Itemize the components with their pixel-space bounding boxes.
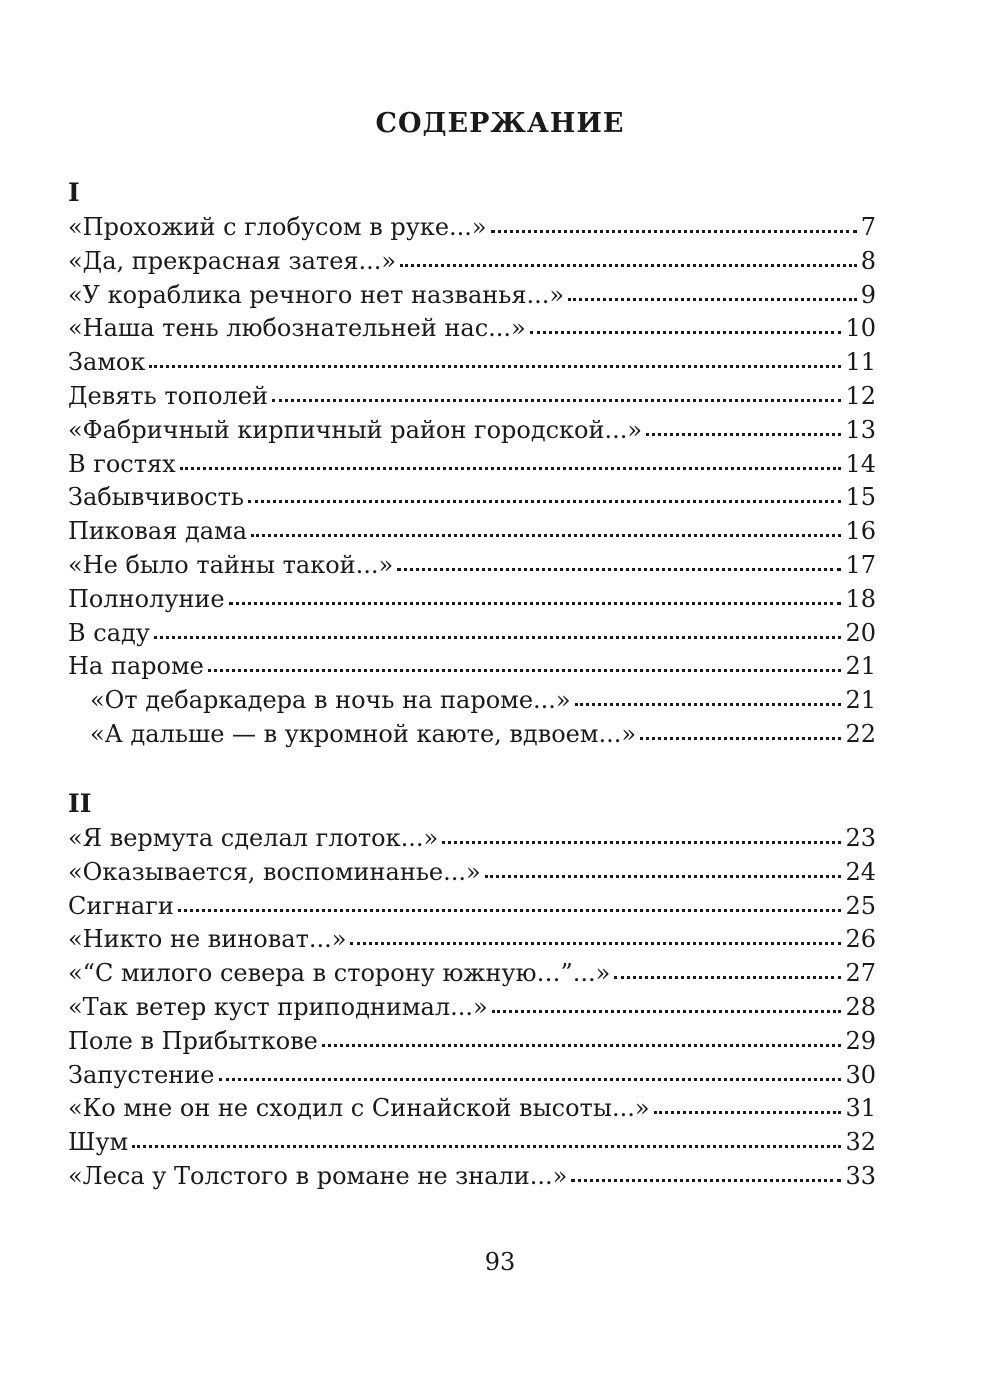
toc-entry-title: «У кораблика речного нет названья...» (68, 280, 565, 309)
toc-entry-page: 29 (845, 1026, 876, 1055)
dot-leader (640, 736, 841, 740)
dot-leader (154, 635, 842, 639)
toc-entry-title: «От дебаркадера в ночь на пароме...» (90, 686, 571, 715)
toc-entry-page: 27 (845, 959, 876, 988)
toc-entry (68, 1126, 876, 1160)
toc-entry-page: 31 (845, 1094, 876, 1123)
dot-leader (491, 229, 857, 233)
toc-entry-title: Замок (68, 348, 146, 377)
page-title: СОДЕРЖАНИЕ (375, 108, 625, 139)
toc-entry (68, 1059, 876, 1093)
toc-entry-page: 11 (845, 348, 876, 377)
toc-entry (68, 414, 876, 448)
toc-entry (68, 650, 876, 684)
dot-leader (180, 466, 842, 470)
toc-entry-page: 25 (845, 891, 876, 920)
toc-entry-title: «Не было тайны такой...» (68, 550, 394, 579)
dot-leader (178, 908, 842, 912)
dot-leader (485, 874, 842, 878)
toc-entry-title: «Никто не виноват...» (68, 925, 347, 954)
toc-entry-title: Поле в Прибыткове (68, 1026, 318, 1055)
toc-entry-title: «Прохожий с глобусом в руке...» (68, 213, 487, 241)
toc-entry-page: 20 (845, 618, 876, 647)
toc-entry-page: 30 (845, 1060, 876, 1089)
toc-entry (68, 856, 876, 890)
toc-entry-page: 28 (845, 992, 876, 1021)
toc-entry-title: «Фабричный кирпичный район городской...» (68, 415, 643, 444)
toc-entry-page: 33 (845, 1161, 876, 1190)
toc-entry (68, 822, 876, 856)
toc-entry-page: 7 (860, 213, 876, 241)
toc-entry-title: «Леса у Толстого в романе не знали...» (68, 1161, 568, 1190)
toc-entries (68, 211, 876, 752)
toc-entry (68, 312, 876, 346)
toc-entry-page: 8 (860, 246, 876, 275)
toc-entry-page: 15 (845, 483, 876, 512)
toc-entry-page: 32 (845, 1128, 876, 1157)
toc-entry-page: 9 (860, 280, 876, 309)
section-heading: II (68, 789, 92, 818)
toc-entry (68, 245, 876, 279)
toc-entry-title: Сигнаги (68, 891, 174, 920)
toc-entry-page: 22 (845, 719, 876, 748)
toc-entry-page: 18 (845, 584, 876, 613)
toc-entry (68, 515, 876, 549)
toc-entry-title: Пиковая дама (68, 517, 248, 546)
page-number: 93 (484, 1248, 516, 1276)
dot-leader (646, 432, 841, 436)
dot-leader (208, 668, 842, 672)
toc-entry-title: Шум (68, 1128, 129, 1157)
toc-entry-page: 10 (845, 314, 876, 343)
toc-entry-page: 24 (845, 857, 876, 886)
toc-entry (68, 380, 876, 414)
toc-entry-title: В гостях (68, 449, 176, 478)
dot-leader (322, 1043, 842, 1047)
toc-entry-title: На пароме (68, 652, 204, 681)
toc-entry-title: «Так ветер куст приподнимал...» (68, 992, 488, 1021)
toc-entry-title: «А дальше — в укромной каюте, вдвоем...» (90, 719, 637, 748)
dot-leader (654, 1110, 842, 1114)
dot-leader (272, 398, 841, 402)
dot-leader (132, 1144, 841, 1148)
toc-entry (68, 923, 876, 957)
toc-entry (68, 279, 876, 313)
toc-entry (68, 1160, 876, 1194)
toc-entry (68, 583, 876, 617)
toc-entry-page: 23 (845, 824, 876, 852)
toc-entry (68, 481, 876, 515)
toc-entry (68, 549, 876, 583)
dot-leader (350, 941, 841, 945)
dot-leader (149, 364, 841, 368)
toc-entry-page: 13 (845, 415, 876, 444)
dot-leader (442, 840, 841, 844)
toc-entry (68, 346, 876, 380)
dot-leader (492, 1009, 842, 1013)
dot-leader (219, 1077, 842, 1081)
dot-leader (251, 533, 841, 537)
toc-entry-page: 21 (845, 652, 876, 681)
toc-entry-title: «Ко мне он не сходил с Синайской высоты...» (68, 1094, 650, 1123)
toc-entry (68, 718, 876, 752)
dot-leader (614, 975, 841, 979)
toc-entry-title: «Наша тень любознательней нас...» (68, 314, 526, 343)
dot-leader (571, 1178, 841, 1182)
toc-section-1 (68, 175, 876, 752)
toc-entry-page: 21 (845, 686, 876, 715)
dot-leader (400, 263, 857, 267)
toc-entry (68, 684, 876, 718)
toc-entry-page: 17 (845, 550, 876, 579)
dot-leader (397, 567, 841, 571)
toc-entry-title: «“С милого севера в сторону южную…”...» (68, 959, 611, 988)
dot-leader (248, 499, 842, 503)
dot-leader (568, 297, 857, 301)
section-heading: I (68, 178, 80, 207)
toc-entry-title: «Оказывается, воспоминанье...» (68, 857, 481, 886)
toc-entry (68, 211, 876, 245)
toc-entry (68, 448, 876, 482)
toc-entry-title: «Да, прекрасная затея...» (68, 246, 397, 275)
dot-leader (575, 702, 842, 706)
toc-section-2 (68, 786, 876, 1194)
toc-entry-title: Забывчивость (68, 483, 244, 512)
dot-leader (530, 330, 842, 334)
toc-entry-title: Полнолуние (68, 584, 225, 613)
toc-entry-title: В саду (68, 618, 150, 647)
toc-entry (68, 1025, 876, 1059)
toc-entry-page: 14 (845, 449, 876, 478)
toc-entry (68, 991, 876, 1025)
toc-entry-page: 26 (845, 925, 876, 954)
toc-entry-page: 16 (845, 517, 876, 546)
toc-entry-title: Запустение (68, 1060, 215, 1089)
toc-entries (68, 822, 876, 1194)
toc-entry-page: 12 (845, 381, 876, 410)
dot-leader (229, 601, 842, 605)
toc-entry (68, 890, 876, 924)
toc-entry (68, 617, 876, 651)
toc-entry-title: Девять тополей (68, 381, 268, 410)
toc-entry (68, 1092, 876, 1126)
toc-entry-title: «Я вермута сделал глоток...» (68, 824, 439, 852)
toc-entry (68, 957, 876, 991)
